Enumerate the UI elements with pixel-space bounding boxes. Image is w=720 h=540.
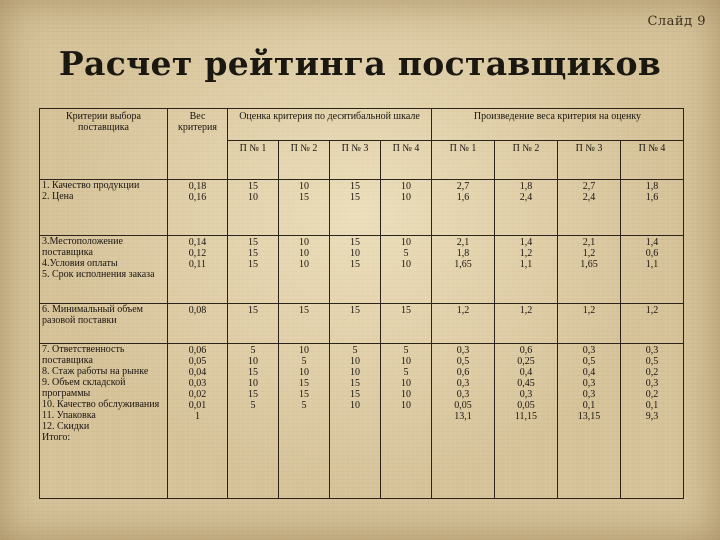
product-cell-supplier-3-value: 13,15 — [577, 411, 601, 422]
product-cell-supplier-2-value: 0,05 — [517, 400, 535, 411]
score-cell-supplier-3-value: 15 — [350, 237, 360, 248]
score-cell-supplier-1-value: 15 — [248, 259, 258, 270]
weight-cell-value: 0,01 — [188, 400, 207, 411]
score-cell-supplier-4-value: 5 — [403, 248, 409, 259]
product-cell-supplier-1-value: 0,3 — [456, 378, 470, 389]
product-cell-supplier-3 — [558, 236, 621, 304]
product-cell-supplier-4-value: 0,6 — [645, 248, 659, 259]
score-cell-supplier-4-value: 10 — [401, 356, 411, 367]
product-cell-supplier-3-value: 1,65 — [580, 259, 598, 270]
score-cell-supplier-4-value: 10 — [401, 192, 411, 203]
product-cell-supplier-1-value: 1,2 — [456, 305, 470, 316]
score-cell-supplier-4-value: 15 — [401, 305, 411, 316]
header-product-supplier-2: П № 2 — [495, 141, 558, 180]
product-cell-supplier-4-value: 1,2 — [645, 305, 659, 316]
score-cell-supplier-3 — [330, 236, 381, 304]
score-cell-supplier-4-value: 10 — [401, 389, 411, 400]
criteria-cell-value: 7. Ответственность поставщика — [42, 344, 125, 366]
score-cell-supplier-3-value: 15 — [350, 181, 360, 192]
weight-cell-value: 0,06 — [188, 345, 207, 356]
product-cell-supplier-2-value: 1,2 — [519, 305, 533, 316]
criteria-cell — [40, 180, 168, 236]
score-cell-supplier-2-value: 10 — [299, 248, 309, 259]
score-cell-supplier-4-value: 5 — [403, 367, 409, 378]
header-score-supplier-3: П № 3 — [330, 141, 381, 180]
score-cell-supplier-2-value: 15 — [299, 192, 309, 203]
score-cell-supplier-2-value: 10 — [299, 181, 309, 192]
product-cell-supplier-2-value: 1,8 — [519, 181, 533, 192]
product-cell-supplier-4-value: 9,3 — [645, 411, 659, 422]
score-cell-supplier-3-value: 10 — [350, 356, 360, 367]
product-cell-supplier-4-value: 1,1 — [645, 259, 659, 270]
product-cell-supplier-4-value: 0,5 — [645, 356, 659, 367]
product-cell-supplier-2-value: 1,2 — [519, 248, 533, 259]
product-cell-supplier-3-value: 0,3 — [582, 345, 596, 356]
criteria-cell-value: 8. Стаж работы на рынке — [42, 366, 149, 377]
score-cell-supplier-1-value: 15 — [248, 248, 258, 259]
header-product-supplier-1: П № 1 — [432, 141, 495, 180]
supplier-rating-table — [39, 108, 684, 499]
table-row — [40, 304, 684, 344]
criteria-cell-value: 5. Срок исполнения заказа — [42, 269, 155, 280]
criteria-cell-value: 4.Условия оплаты — [42, 258, 118, 269]
product-cell-supplier-3-value: 2,4 — [582, 192, 596, 203]
table-row — [40, 180, 684, 236]
score-cell-supplier-3-value: 15 — [350, 192, 360, 203]
criteria-cell-value: 10. Качество обслуживания — [42, 399, 160, 410]
score-cell-supplier-1-value: 10 — [248, 192, 258, 203]
product-cell-supplier-2 — [495, 236, 558, 304]
product-cell-supplier-2-value: 0,25 — [517, 356, 535, 367]
product-cell-supplier-4-value: 0,1 — [645, 400, 659, 411]
score-cell-supplier-2 — [279, 304, 330, 344]
score-cell-supplier-2 — [279, 236, 330, 304]
score-cell-supplier-1-value: 15 — [248, 237, 258, 248]
product-cell-supplier-1-value: 1,65 — [454, 259, 472, 270]
header-product-group: Произведение веса критерия на оценку — [432, 109, 684, 141]
product-cell-supplier-2-value: 11,15 — [514, 411, 538, 422]
product-cell-supplier-1-value: 1,8 — [456, 248, 470, 259]
product-cell-supplier-4 — [621, 180, 684, 236]
score-cell-supplier-2-value: 15 — [299, 378, 309, 389]
slide-title: Расчет рейтинга поставщиков — [58, 44, 662, 83]
weight-cell — [168, 344, 228, 499]
score-cell-supplier-1-value: 5 — [250, 400, 256, 411]
score-cell-supplier-4-value: 10 — [401, 237, 411, 248]
weight-cell-value: 0,16 — [188, 192, 207, 203]
score-cell-supplier-2 — [279, 344, 330, 499]
score-cell-supplier-3-value: 15 — [350, 259, 360, 270]
product-cell-supplier-1-value: 0,3 — [456, 345, 470, 356]
score-cell-supplier-4-value: 10 — [401, 400, 411, 411]
weight-cell-value: 0,18 — [188, 181, 207, 192]
score-cell-supplier-3-value: 15 — [350, 378, 360, 389]
score-cell-supplier-2 — [279, 180, 330, 236]
header-criteria: Критерии выбора поставщика — [40, 109, 168, 180]
criteria-cell-value: 1. Качество продукции — [42, 180, 140, 191]
weight-cell-value: 0,05 — [188, 356, 207, 367]
score-cell-supplier-1-value: 15 — [248, 389, 258, 400]
header-product-supplier-3: П № 3 — [558, 141, 621, 180]
score-cell-supplier-4 — [381, 344, 432, 499]
score-cell-supplier-2-value: 15 — [299, 305, 309, 316]
product-cell-supplier-4 — [621, 344, 684, 499]
score-cell-supplier-4 — [381, 236, 432, 304]
product-cell-supplier-1-value: 2,7 — [456, 181, 470, 192]
product-cell-supplier-2 — [495, 180, 558, 236]
score-cell-supplier-2-value: 5 — [301, 400, 307, 411]
product-cell-supplier-1 — [432, 236, 495, 304]
score-cell-supplier-1 — [228, 180, 279, 236]
score-cell-supplier-2-value: 10 — [299, 259, 309, 270]
product-cell-supplier-4-value: 0,3 — [645, 345, 659, 356]
product-cell-supplier-1-value: 0,5 — [456, 356, 470, 367]
product-cell-supplier-3-value: 2,7 — [582, 181, 596, 192]
product-cell-supplier-3 — [558, 304, 621, 344]
product-cell-supplier-1-value: 1,6 — [456, 192, 470, 203]
slide-number: Слайд 9 — [647, 14, 706, 29]
score-cell-supplier-3-value: 15 — [350, 389, 360, 400]
score-cell-supplier-1 — [228, 344, 279, 499]
weight-cell-value: 1 — [195, 411, 200, 422]
product-cell-supplier-2 — [495, 344, 558, 499]
criteria-cell-value: 2. Цена — [42, 191, 74, 202]
weight-cell-value: 0,08 — [188, 305, 207, 316]
score-cell-supplier-4-value: 10 — [401, 181, 411, 192]
score-cell-supplier-3 — [330, 304, 381, 344]
product-cell-supplier-1-value: 2,1 — [456, 237, 470, 248]
product-cell-supplier-4-value: 0,2 — [645, 389, 659, 400]
header-product-supplier-4: П № 4 — [621, 141, 684, 180]
score-cell-supplier-4-value: 10 — [401, 378, 411, 389]
header-weight: Вес критерия — [168, 109, 228, 180]
product-cell-supplier-1 — [432, 304, 495, 344]
score-cell-supplier-1-value: 15 — [248, 367, 258, 378]
product-cell-supplier-1-value: 0,3 — [456, 389, 470, 400]
product-cell-supplier-2-value: 1,4 — [519, 237, 533, 248]
header-score-supplier-1: П № 1 — [228, 141, 279, 180]
score-cell-supplier-3-value: 10 — [350, 400, 360, 411]
product-cell-supplier-1 — [432, 180, 495, 236]
product-cell-supplier-4-value: 1,4 — [645, 237, 659, 248]
criteria-cell-value: 12. Скидки — [42, 421, 90, 432]
weight-cell — [168, 304, 228, 344]
product-cell-supplier-2-value: 0,6 — [519, 345, 533, 356]
score-cell-supplier-3 — [330, 180, 381, 236]
score-cell-supplier-3-value: 10 — [350, 367, 360, 378]
weight-cell-value: 0,11 — [188, 259, 207, 270]
product-cell-supplier-2-value: 2,4 — [519, 192, 533, 203]
product-cell-supplier-1-value: 0,6 — [456, 367, 470, 378]
criteria-cell-value: 6. Минимальный объем разовой поставки — [42, 304, 143, 326]
product-cell-supplier-2 — [495, 304, 558, 344]
product-cell-supplier-2-value: 0,45 — [517, 378, 535, 389]
product-cell-supplier-1-value: 0,05 — [454, 400, 472, 411]
score-cell-supplier-2-value: 10 — [299, 367, 309, 378]
weight-cell-value: 0,14 — [188, 237, 207, 248]
product-cell-supplier-1-value: 13,1 — [454, 411, 472, 422]
header-score-supplier-2: П № 2 — [279, 141, 330, 180]
product-cell-supplier-3-value: 0,5 — [582, 356, 596, 367]
product-cell-supplier-4-value: 0,2 — [645, 367, 659, 378]
score-cell-supplier-1 — [228, 236, 279, 304]
product-cell-supplier-3 — [558, 344, 621, 499]
product-cell-supplier-2-value: 0,3 — [519, 389, 533, 400]
weight-cell-value: 0,12 — [188, 248, 207, 259]
score-cell-supplier-2-value: 5 — [301, 356, 307, 367]
criteria-cell-value: 11. Упаковка — [42, 410, 96, 421]
product-cell-supplier-3-value: 0,3 — [582, 378, 596, 389]
criteria-cell-value: 3.Местоположение поставщика — [42, 236, 123, 258]
product-cell-supplier-4-value: 0,3 — [645, 378, 659, 389]
score-cell-supplier-4 — [381, 180, 432, 236]
score-cell-supplier-2-value: 10 — [299, 237, 309, 248]
criteria-cell — [40, 304, 168, 344]
weight-cell — [168, 236, 228, 304]
score-cell-supplier-2-value: 10 — [299, 345, 309, 356]
score-cell-supplier-1-value: 15 — [248, 181, 258, 192]
score-cell-supplier-4-value: 10 — [401, 259, 411, 270]
criteria-cell — [40, 236, 168, 304]
score-cell-supplier-3-value: 15 — [350, 305, 360, 316]
product-cell-supplier-3 — [558, 180, 621, 236]
product-cell-supplier-3-value: 1,2 — [582, 248, 596, 259]
product-cell-supplier-4-value: 1,8 — [645, 181, 659, 192]
table-row — [40, 236, 684, 304]
table-row — [40, 344, 684, 499]
score-cell-supplier-1-value: 5 — [250, 345, 256, 356]
product-cell-supplier-4 — [621, 236, 684, 304]
weight-cell-value: 0,03 — [188, 378, 207, 389]
header-score-group: Оценка критерия по десятибальной шкале — [228, 109, 432, 141]
score-cell-supplier-4 — [381, 304, 432, 344]
score-cell-supplier-1-value: 15 — [248, 305, 258, 316]
score-cell-supplier-4-value: 5 — [403, 345, 409, 356]
product-cell-supplier-3-value: 1,2 — [582, 305, 596, 316]
score-cell-supplier-3 — [330, 344, 381, 499]
product-cell-supplier-2-value: 0,4 — [519, 367, 533, 378]
product-cell-supplier-3-value: 0,4 — [582, 367, 596, 378]
product-cell-supplier-4-value: 1,6 — [645, 192, 659, 203]
score-cell-supplier-3-value: 5 — [352, 345, 358, 356]
score-cell-supplier-1-value: 10 — [248, 356, 258, 367]
weight-cell-value: 0,02 — [188, 389, 207, 400]
product-cell-supplier-3-value: 2,1 — [582, 237, 596, 248]
product-cell-supplier-4 — [621, 304, 684, 344]
header-score-supplier-4: П № 4 — [381, 141, 432, 180]
score-cell-supplier-1 — [228, 304, 279, 344]
score-cell-supplier-3-value: 10 — [350, 248, 360, 259]
product-cell-supplier-1 — [432, 344, 495, 499]
criteria-cell-value: 9. Объем складской программы — [42, 377, 126, 399]
product-cell-supplier-3-value: 0,1 — [582, 400, 596, 411]
criteria-cell — [40, 344, 168, 499]
criteria-cell-value: Итого: — [42, 432, 71, 443]
score-cell-supplier-1-value: 10 — [248, 378, 258, 389]
product-cell-supplier-3-value: 0,3 — [582, 389, 596, 400]
weight-cell-value: 0,04 — [188, 367, 207, 378]
weight-cell — [168, 180, 228, 236]
product-cell-supplier-2-value: 1,1 — [519, 259, 533, 270]
score-cell-supplier-2-value: 15 — [299, 389, 309, 400]
